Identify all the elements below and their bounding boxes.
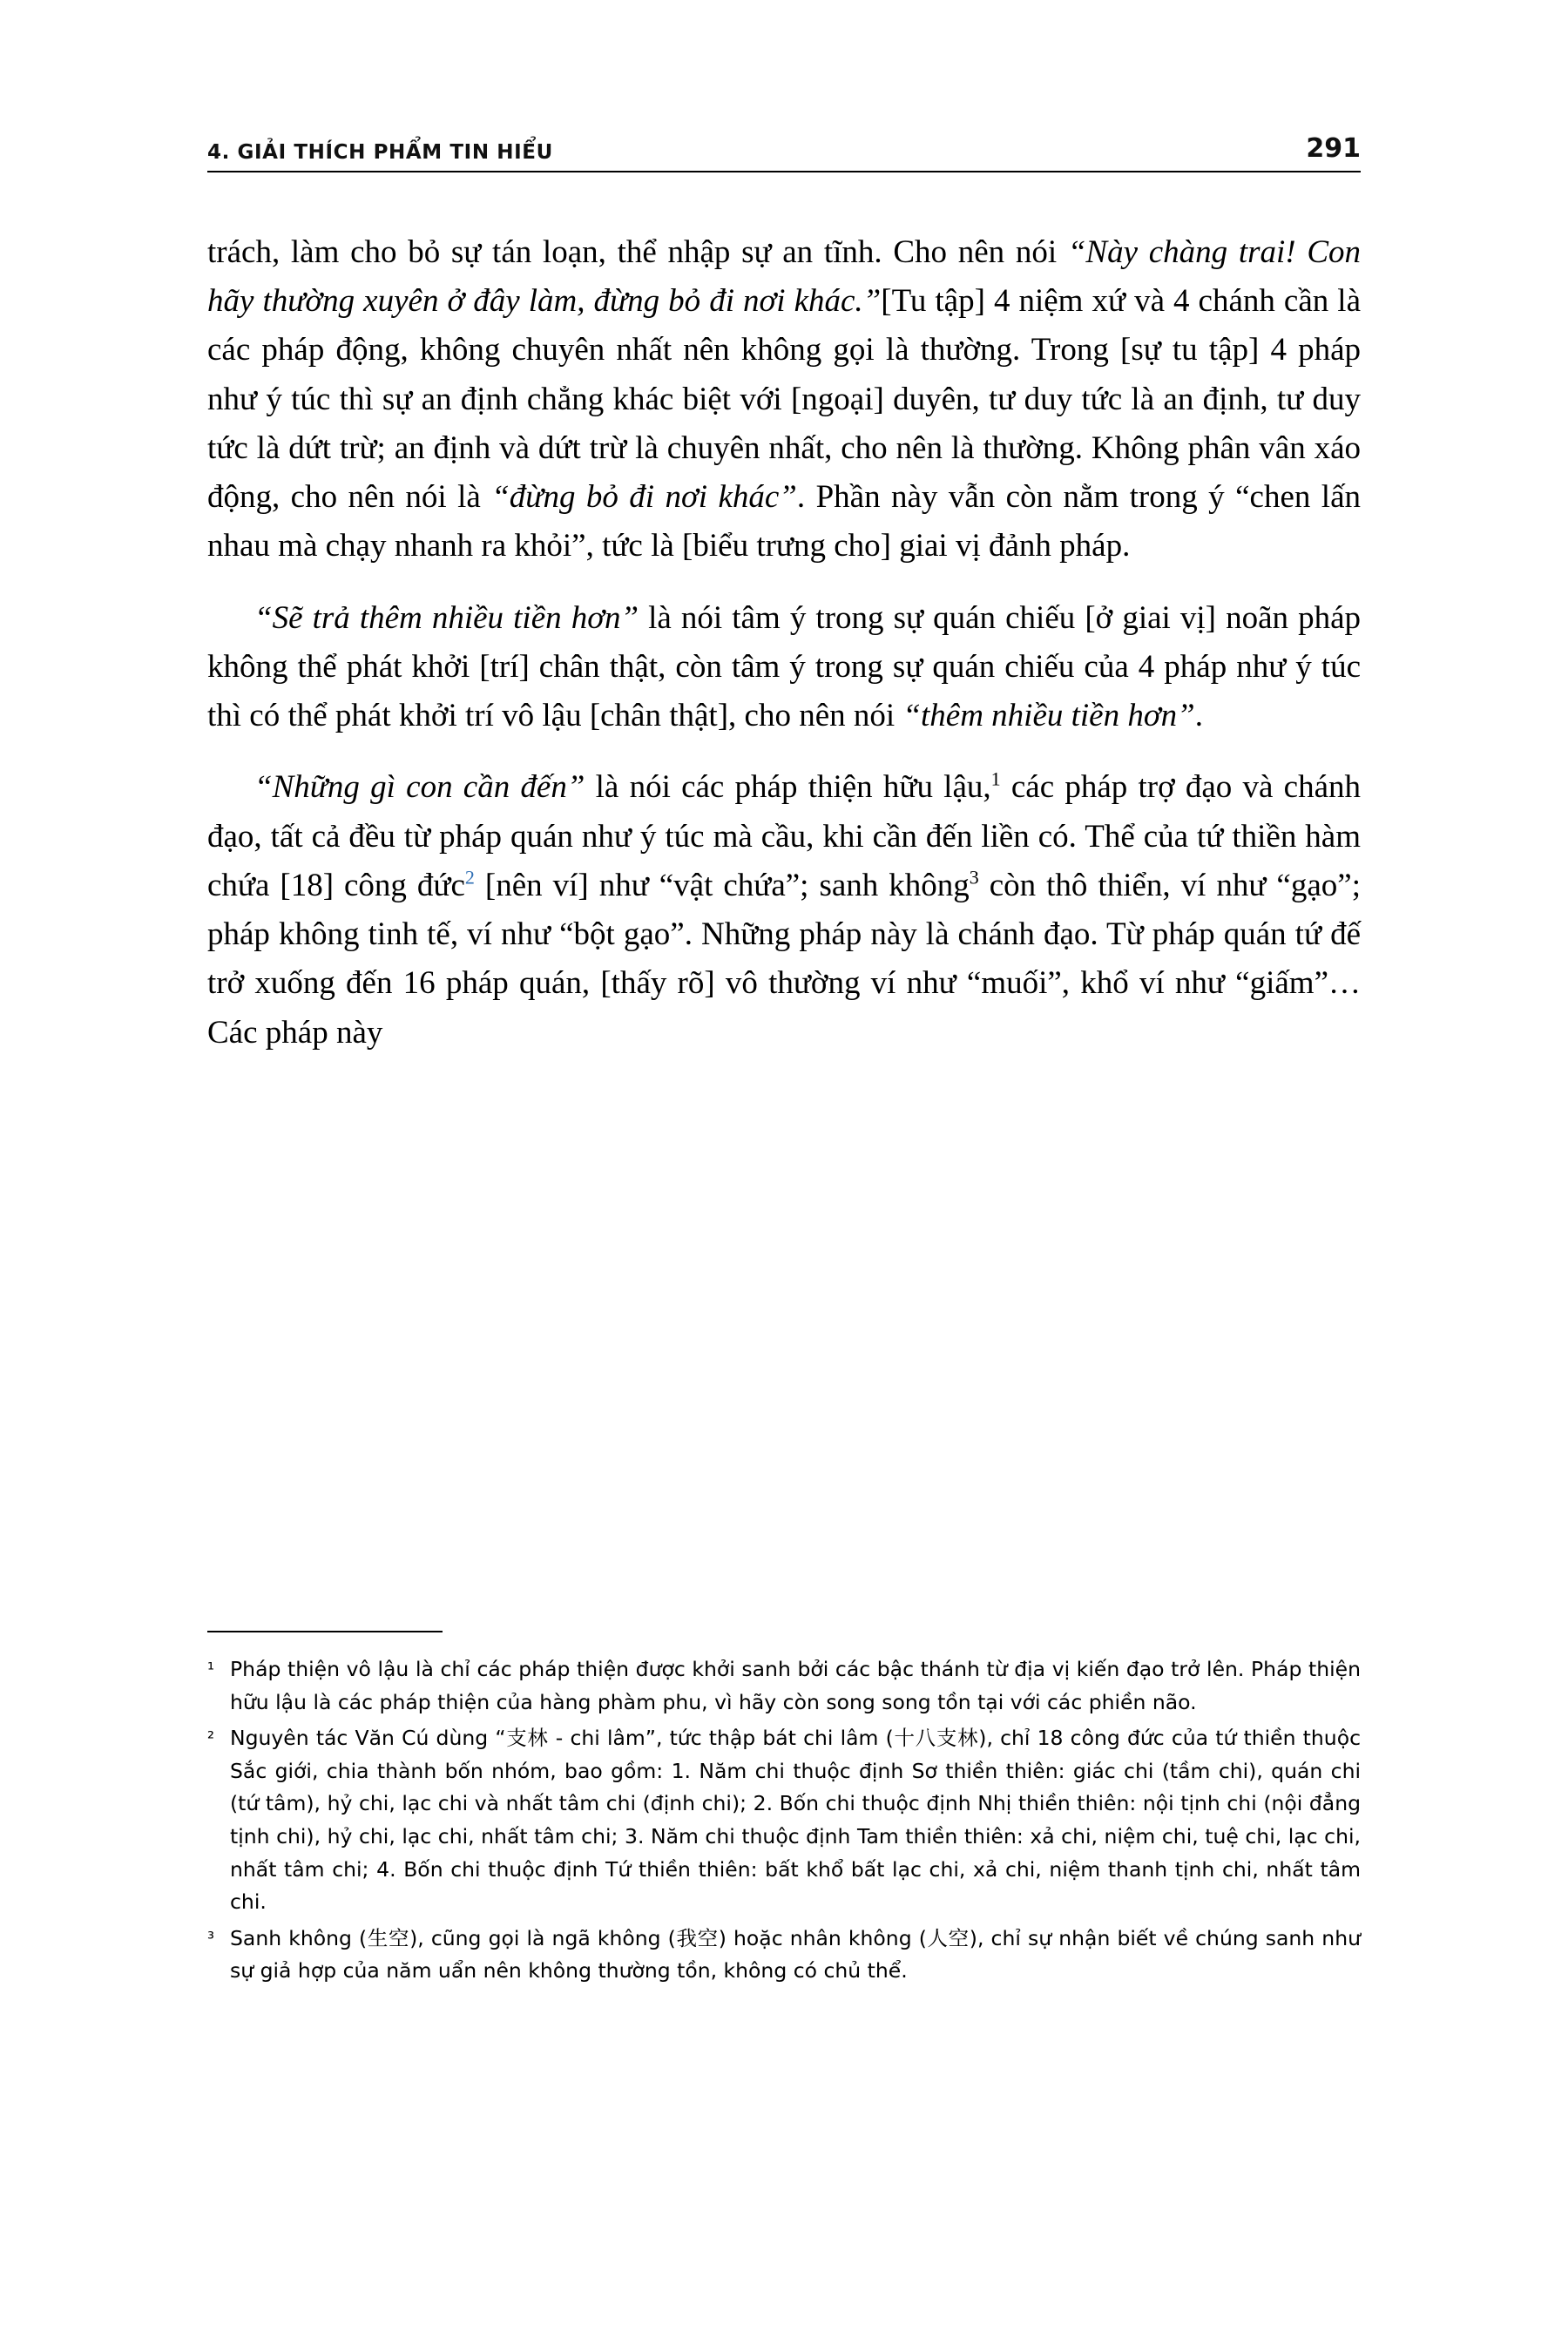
footnote-item bbox=[207, 1653, 1361, 1719]
footnote-item bbox=[207, 1923, 1361, 1988]
body-text bbox=[207, 228, 1361, 1080]
footnote-text: Nguyên tác Văn Cú dùng “支林 - chi lâm”, tức thập bát chi lâm (十八支林), chỉ 18 công đức của tứ thiền thuộc Sắc giới, chia thành bốn nhóm, bao gồm: 1. Năm chi thuộc định Sơ thiền thiên: giác chi (tầm chi), quán chi (tứ tâm), hỷ chi, lạc chi và nhất tâm chi (định chi); 2. Bốn chi thuộc định Nhị thiền thiên: nội tịnh chi (nội đẳng tịnh chi), hỷ chi, lạc chi, nhất tâm chi; 3. Năm chi thuộc định Tam thiền thiên: xả chi, niệm chi, tuệ chi, lạc chi, nhất tâm chi; 4. Bốn chi thuộc định Tứ thiền thiên: bất khổ bất lạc chi, xả chi, niệm thanh tịnh chi, nhất tâm chi. bbox=[230, 1726, 1361, 1915]
footnote-ref-2[interactable]: 2 bbox=[464, 866, 475, 889]
footnote-ref-1[interactable]: 1 bbox=[990, 768, 1001, 791]
page-number: 291 bbox=[1306, 133, 1361, 164]
footnote-item bbox=[207, 1722, 1361, 1919]
chapter-title: 4. GIẢI THÍCH PHẨM TIN HIỂU bbox=[207, 141, 553, 164]
footnote-divider bbox=[207, 1631, 443, 1632]
footnotes-section bbox=[207, 1653, 1361, 1991]
paragraph-1: trách, làm cho bỏ sự tán loạn, thể nhập sự an tĩnh. Cho nên nói “Này chàng trai! Con hãy thường xuyên ở đây làm, đừng bỏ đi nơi khác.”[Tu tập] 4 niệm xứ và 4 chánh cần là các pháp động, không chuyên nhất nên không gọi là thường. Trong [sự tu tập] 4 pháp như ý túc thì sự an định chẳng khác biệt với [ngoại] duyên, tư duy tức là an định, tư duy tức là dứt trừ; an định và dứt trừ là chuyên nhất, cho nên là thường. Không phân vân xáo động, cho nên nói là “đừng bỏ đi nơi khác”. Phần này vẫn còn nằm trong ý “chen lấn nhau mà chạy nhanh ra khỏi”, tức là [biểu trưng cho] giai vị đảnh pháp. bbox=[207, 234, 1361, 564]
footnote-marker: ² bbox=[207, 1727, 215, 1749]
footnote-marker: ³ bbox=[207, 1927, 215, 1949]
footnote-marker: ¹ bbox=[207, 1659, 215, 1680]
running-head bbox=[207, 122, 1361, 164]
paragraph-3: “Những gì con cần đến” là nói các pháp thiện hữu lậu,$^1$ các pháp trợ đạo và chánh đạo, tất cả đều từ pháp quán như ý túc mà cầu, khi cần đến liền có. Thể của tứ thiền hàm chứa [18] công đức$^2$ [nên ví] như “vật chứa”; sanh không$^3$ còn thô thiển, ví như “gạo”; pháp không tinh tế, ví như “bột gạo”. Những pháp này là chánh đạo. Từ pháp quán tứ đế trở xuống đến 16 pháp quán, [thấy rõ] vô thường ví như “muối”, khổ ví như “giấm”… Các pháp này bbox=[207, 768, 1361, 1051]
paragraph-2: “Sẽ trả thêm nhiều tiền hơn” là nói tâm ý trong sự quán chiếu [ở giai vị] noãn pháp không thể phát khởi [trí] chân thật, còn tâm ý trong sự quán chiếu của 4 pháp như ý túc thì có thể phát khởi trí vô lậu [chân thật], cho nên nói “thêm nhiều tiền hơn”. bbox=[207, 599, 1361, 734]
footnote-text: Pháp thiện vô lậu là chỉ các pháp thiện được khởi sanh bởi các bậc thánh từ địa vị kiến đạo trở lên. Pháp thiện hữu lậu là các pháp thiện của hàng phàm phu, vì hãy còn song song tồn tại với các phiền não. bbox=[230, 1657, 1361, 1714]
header-divider bbox=[207, 171, 1361, 172]
footnote-text: Sanh không (生空), cũng gọi là ngã không (我空) hoặc nhân không (人空), chỉ sự nhận biết về chúng sanh như sự giả hợp của năm uẩn nên không thường tồn, không có chủ thể. bbox=[230, 1925, 1361, 1984]
footnote-ref-3[interactable]: 3 bbox=[969, 866, 979, 889]
